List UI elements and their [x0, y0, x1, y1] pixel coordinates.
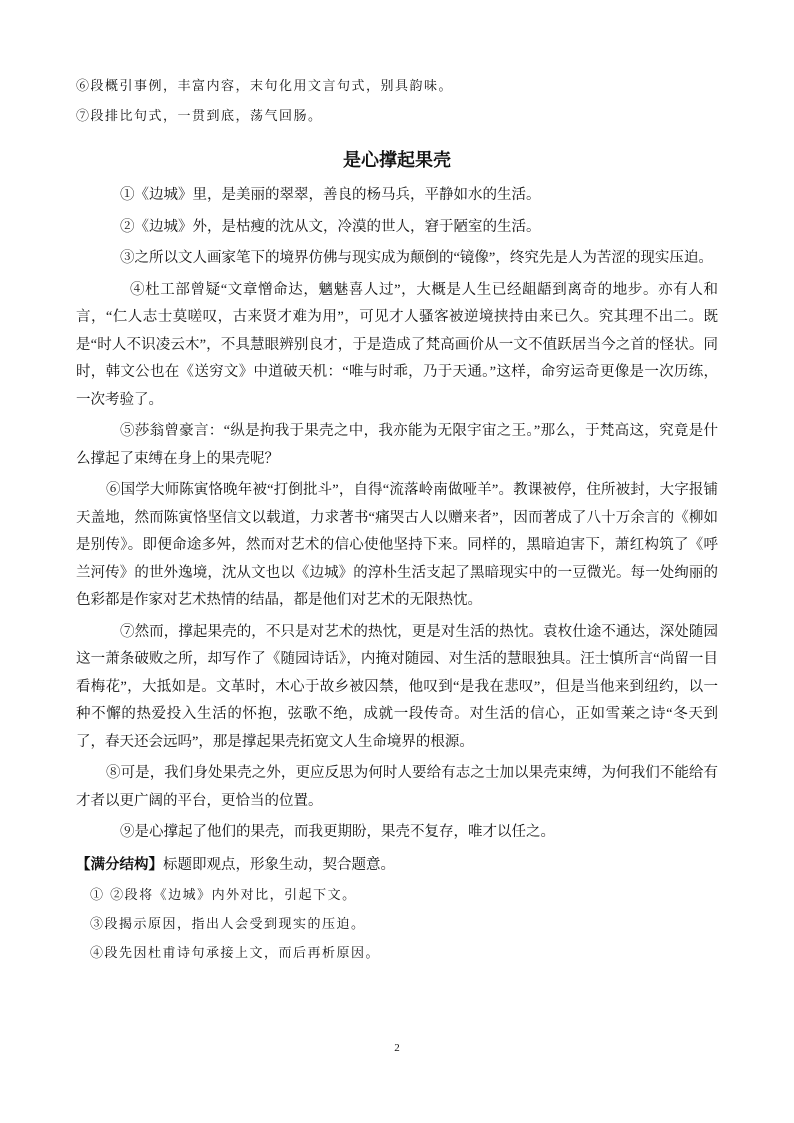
page-number: 2	[394, 1042, 400, 1054]
essay-paragraph-5: ⑤莎翁曾豪言：“纵是拘我于果壳之中，我亦能为无限宇宙之王。”那么，于梵高这，究竟是什么撑起了束缚在身上的果壳呢？	[76, 423, 718, 467]
structure-summary	[76, 851, 718, 879]
essay-paragraph-3: ③之所以文人画家笔下的境界仿佛与现实成为颠倒的“镜像”，终究先是人为苦涩的现实压迫。	[120, 250, 713, 266]
structure-label: 【满分结构】	[76, 856, 163, 873]
essay-title: 是心撑起果壳	[343, 150, 451, 171]
structure-note: ④段先因杜甫诗句承接上文，而后再析原因。	[90, 945, 381, 961]
structure-notes	[76, 881, 718, 968]
essay-paragraph-4: ④杜工部曾疑“文章憎命达，魑魅喜人过”，大概是人生已经龃龉到离奇的地步。亦有人和言，“仁人志士莫嗟叹，古来贤才难为用”，可见才人骚客被逆境挟持由来已久。究其理不出二。既是“时人不识凌云木”，不具慧眼辨别良才，于是造成了梵高画价从一文不值跃居当今之首的怪状。同时，韩文公也在《送穷文》中道破天机：“唯与时乖，乃于天通。”这样，命穷运奇更像是一次历练，一次考验了。	[76, 281, 718, 408]
essay-paragraph-1: ①《边城》里，是美丽的翠翠，善良的杨马兵，平静如水的生活。	[120, 187, 541, 203]
essay-paragraph-2: ②《边城》外，是枯瘦的沈从文，冷漠的世人，窘于陋室的生活。	[120, 218, 541, 235]
essay-paragraph-9: ⑨是心撑起了他们的果壳，而我更期盼，果壳不复存，唯才以任之。	[120, 824, 555, 840]
commentary-note: ⑦段排比句式，一贯到底，荡气回肠。	[76, 109, 323, 124]
commentary-note: ⑥段概引事例，丰富内容，末句化用文言句式，别具韵味。	[76, 79, 454, 94]
essay-paragraph-6: ⑥国学大师陈寅恪晚年被“打倒批斗”，自得“流落岭南做哑羊”。教课被停，住所被封，大字报铺天盖地，然而陈寅恪坚信文以载道，力求著书“痛哭古人以赠来者”，因而著成了八十万余言的《柳如是别传》。即便命途多舛，然而对艺术的信心使他坚持下来。同样的，黑暗迫害下，萧红构筑了《呼兰河传》的世外逸境，沈从文也以《边城》的淳朴生活支起了黑暗现实中的一豆微光。每一处绚丽的色彩都是作家对艺术热情的结晶，都是他们对艺术的无限热忱。	[76, 482, 718, 608]
essay-paragraph-7: ⑦然而，撑起果壳的，不只是对艺术的热忱，更是对生活的热忱。袁枚仕途不通达，深处随园这一萧条破败之所，却写作了《随园诗话》，内掩对随园、对生活的慧眼独具。汪士慎所言“尚留一目看梅花”，大抵如是。文革时，木心于故乡被囚禁，他叹到“是我在悲叹”，但是当他来到纽约，以一种不懈的热爱投入生活的怀抱，弦歌不绝，成就一段传奇。对生活的信心，正如雪莱之诗“冬天到了，春天还会远吗”，那是撑起果壳拓宽文人生命境界的根源。	[76, 623, 718, 750]
document-page	[76, 72, 718, 968]
structure-note: ① ②段将《边城》内外对比，引起下文。	[90, 887, 357, 903]
essay-paragraph-8: ⑧可是，我们身处果壳之外，更应反思为何时人要给有志之士加以果壳束缚，为何我们不能给有才者以更广阔的平台，更恰当的位置。	[76, 765, 718, 809]
structure-text: 标题即观点，形象生动，契合题意。	[163, 856, 395, 873]
structure-note: ③段揭示原因，指出人会受到现实的压迫。	[90, 916, 366, 932]
